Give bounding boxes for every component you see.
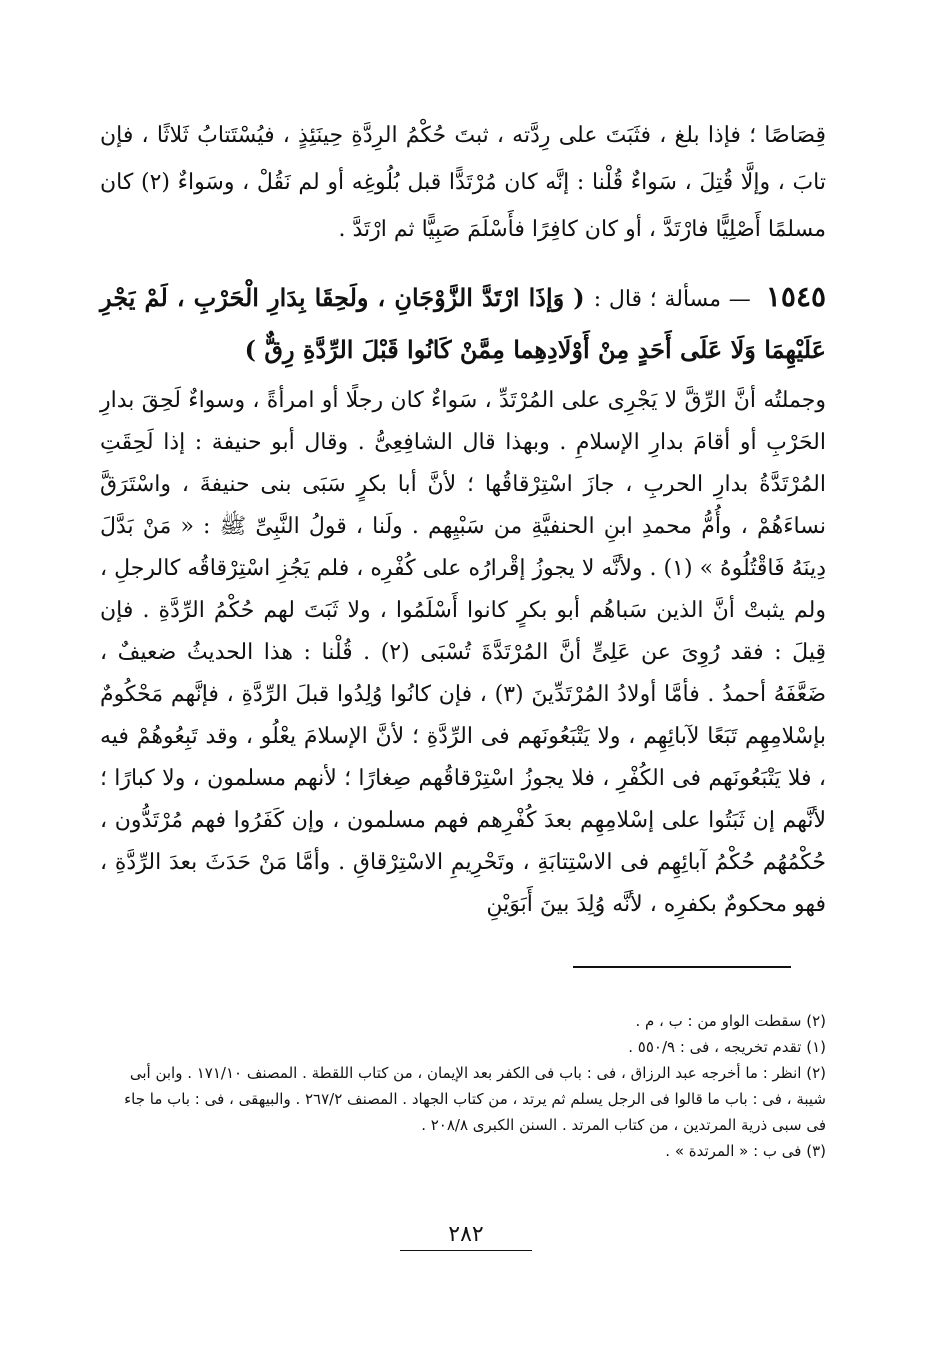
issue-label: — مسألة ؛ قال : <box>593 287 751 312</box>
footnote: (٢) سقطت الواو من : ب ، م . <box>635 1012 826 1030</box>
page-number: ٢٨٢ <box>448 1222 484 1247</box>
footnotes-list <box>104 1008 826 1164</box>
footnote-separator <box>573 966 791 968</box>
opening-paragraph: قِصَاصًا ؛ فإذا بلغ ، فثَبَتَ على رِدَّته ، ثبتَ حُكْمُ الرِدَّةِ حِينَئِذٍ ، فيُسْتَتابُ ثَلاثًا ، فإن تابَ ، وإلَّا قُتِلَ ، سَواءٌ قُلْنا : إنَّه كان مُرْتَدًّا قبل بُلُوغِه أو لم نَقُلْ ، وسَواءٌ (٢) كان مسلمًا أَصْلِيًّا فارْتَدَّ ، أو كان كافِرًا فأَسْلَمَ صَبِيًّا ثم ارْتَدَّ . <box>100 123 826 242</box>
issue-heading <box>100 272 826 375</box>
issue-text: ( وَإذَا ارْتَدَّ الزَّوْجَانِ ، ولَحِقَا بِدَارِ الْحَرْبِ ، لَمْ يَجْرِ عَلَيْهِمَا وَلَا عَلَى أَحَدٍ مِنْ أَوْلَادِهِما مِمَّنْ كَانُوا قَبْلَ الرِّدَّةِ رِقٌّ ) <box>100 283 826 364</box>
footnote: (٣) فى ب : « المرتدة » . <box>665 1142 826 1160</box>
page-number-underline <box>400 1250 532 1251</box>
commentary-paragraph: وجملتُه أنَّ الرِّقَّ لا يَجْرِى على المُرْتَدِّ ، سَواءٌ كان رجلًا أو امرأةً ، وسواءٌ لَحِقَ بدارِ الحَرْبِ أو أقامَ بدارِ الإسلامِ . وبهذا قال الشافِعِىُّ . وقال أبو حنيفة : إذا لَحِقَتِ المُرْتَدَّةُ بدارِ الحربِ ، جازَ اسْتِرْقاقُها ؛ لأنَّ أبا بكرٍ سَبَى بنى حنيفةَ ، واسْتَرَقَّ نساءَهُمْ ، وأُمُّ محمدِ ابنِ الحنفيَّةِ من سَبْيِهم . ولَنا ، قولُ النَّبِىِّ ﷺ : « مَنْ بَدَّلَ دِينَهُ فَاقْتُلُوهُ » (١) . ولأنَّه لا يجوزُ إقْرارُه على كُفْرِه ، فلم يَجُزِ اسْتِرْقاقُه كالرجلِ ، ولم يثبتْ أنَّ الذين سَباهُم أبو بكرٍ كانوا أَسْلَمُوا ، ولا ثَبَتَ لهم حُكْمُ الرِّدَّةِ . فإن قِيلَ : فقد رُوِىَ عن عَلِىٍّ أنَّ المُرْتَدَّةَ تُسْبَى (٢) . قُلْنا : هذا الحديثُ ضعيفٌ ، ضَعَّفَهُ أحمدُ . فأمَّا أولادُ المُرْتَدِّينَ (٣) ، فإن كانُوا وُلِدُوا قبلَ الرِّدَّةِ ، فإنَّهم مَحْكُومٌ بإسْلامِهِم تَبَعًا لآبائِهِم ، ولا يَتْبَعُونَهم فى الرِّدَّةِ ؛ لأنَّ الإسلامَ يعْلُو ، وقد تَبِعُوهُمْ فيه ، فلا يَتْبَعُونَهم فى الكُفْرِ ، فلا يجوزُ اسْتِرْقاقُهم صِغارًا ؛ لأنهم مسلمون ، ولا كبارًا ؛ لأنَّهم إن ثَبَتُوا على إسْلامِهِم بعدَ كُفْرِهم فهم مسلمون ، وإن كَفَرُوا فهم مُرْتَدُّون ، حُكْمُهُم حُكْمُ آبائِهِم فى الاسْتِتابَةِ ، وتَحْرِيمِ الاسْتِرْقاقِ . وأمَّا مَنْ حَدَثَ بعدَ الرِّدَّةِ ، فهو محكومٌ بكفرِه ، لأنَّه وُلِدَ بينَ أَبَوَيْنِ <box>100 388 827 917</box>
footnote: (١) تقدم تخريجه ، فى : ٥٥٠/٩ . <box>628 1038 826 1056</box>
issue-number: ١٥٤٥ <box>765 280 827 313</box>
footnote: (٢) انظر : ما أخرجه عبد الرزاق ، فى : باب فى الكفر بعد الإيمان ، من كتاب اللقطة . المصنف ١٧١/١٠ . وابن أبى شيبة ، فى : باب ما قالوا فى الرجل يسلم ثم يرتد ، من كتاب الجهاد . المصنف ٢٦٧/٢ . والبيهقى ، فى : باب ما جاء فى سبى ذرية المرتدين ، من كتاب المرتد . السنن الكبرى ٢٠٨/٨ . <box>124 1064 826 1134</box>
